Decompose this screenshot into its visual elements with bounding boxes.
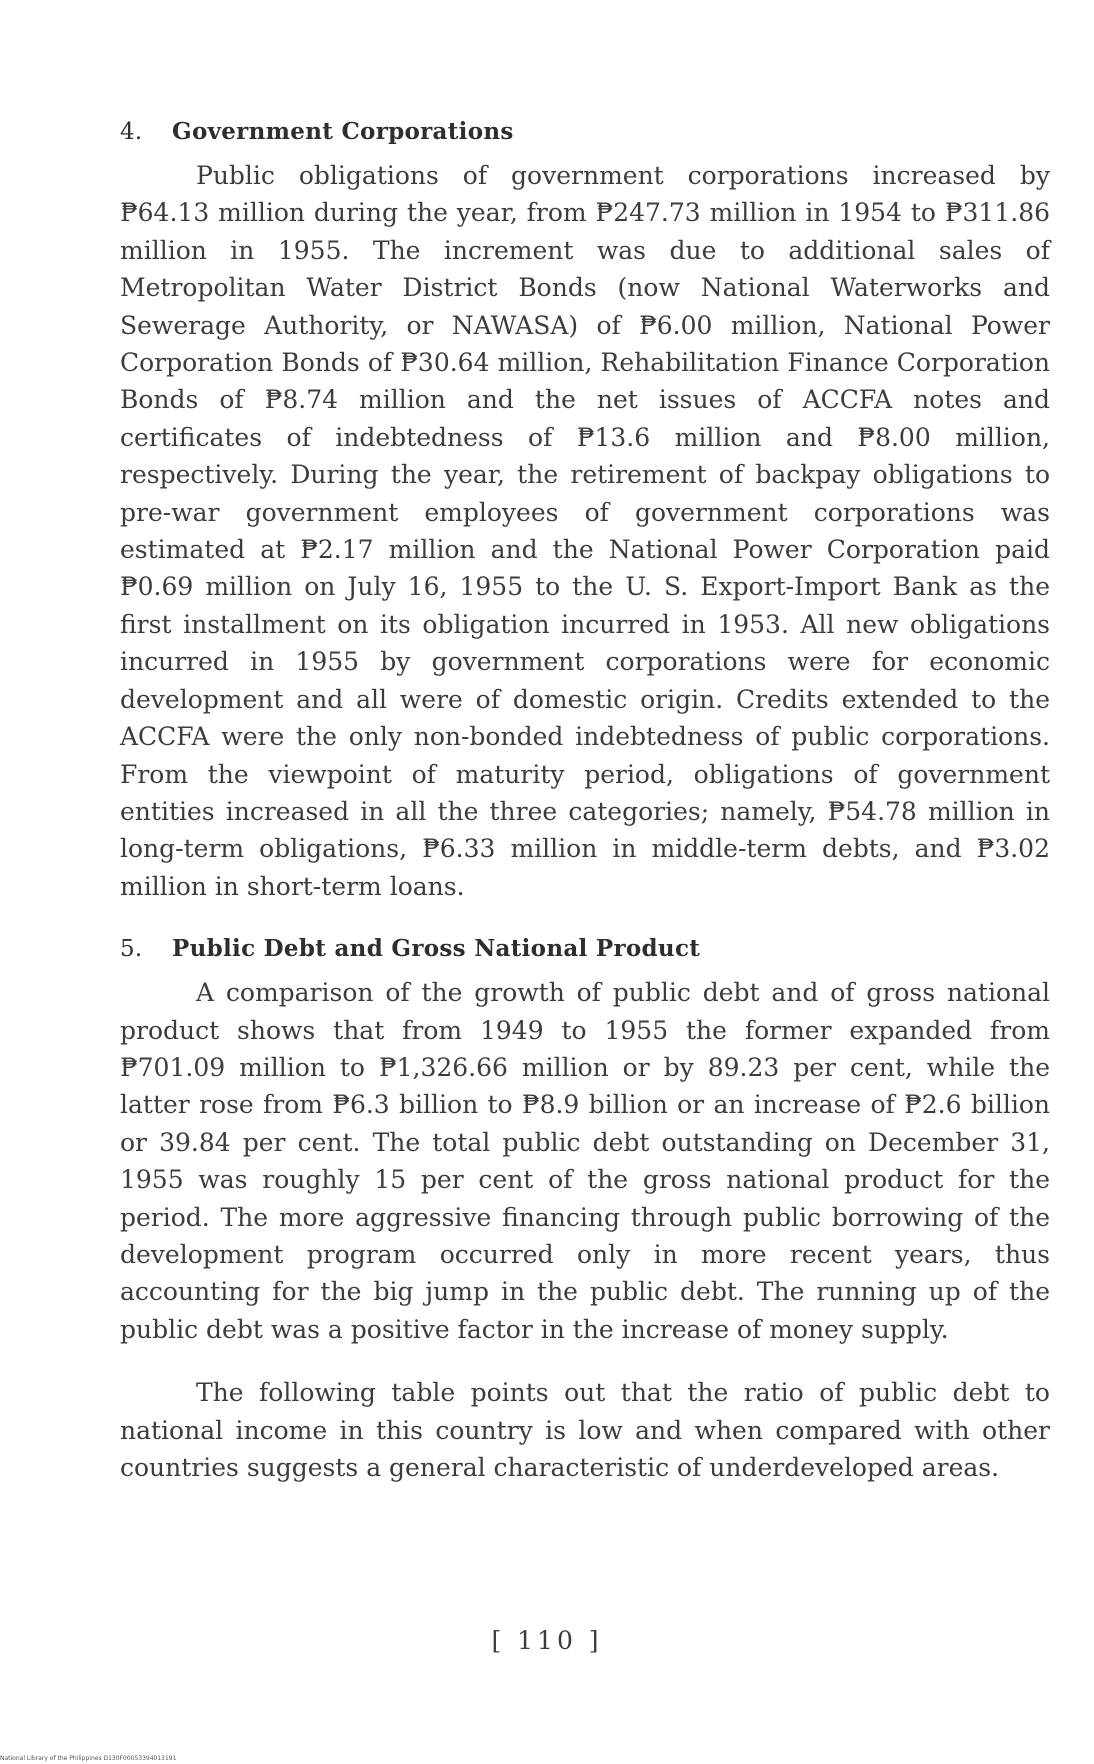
body-paragraph: Public obligations of government corporations increased by ₱64.13 million during the year, from ₱247.73 million in 1954 to ₱311.86 million in 1955. The increment was due to additional sales of Metropolitan Water District Bonds (now National Waterworks and Sewerage Authority, or NAWASA) of ₱6.00 million, National Power Corporation Bonds of ₱30.64 million, Rehabilitation Finance Corporation Bonds of ₱8.74 million and the net issues of ACCFA notes and certificates of indebtedness of ₱13.6 million and ₱8.00 million, respectively. During the year, the retirement of backpay obligations to pre-war government employees of government corporations was estimated at ₱2.17 million and the National Power Corporation paid ₱0.69 million on July 16, 1955 to the U. S. Export-Import Bank as the first installment on its obligation incurred in 1953. All new obligations incurred in 1955 by government corporations were for economic development and all were of domestic origin. Credits extended to the ACCFA were the only non-bonded indebtedness of public corporations. From the viewpoint of maturity period, obligations of government entities increased in all the three categories; namely, ₱54.78 million in long-term obligations, ₱6.33 million in middle-term debts, and ₱3.02 million in short-term loans. [120, 161, 1050, 901]
section-heading-public-debt [120, 935, 1050, 962]
page-number: [ 110 ] [491, 1626, 603, 1655]
section-title: Public Debt and Gross National Product [172, 935, 701, 963]
library-footer-tag: National Library of the Philippines D130F00053394013191 [0, 1755, 177, 1762]
body-paragraph: The following table points out that the ratio of public debt to national income in this country is low and when compared with other countries suggests a general characteristic of underdeveloped areas. [120, 1378, 1050, 1482]
section-heading-government-corporations [120, 118, 1050, 145]
body-paragraph: A comparison of the growth of public debt and of gross national product shows that from 1949 to 1955 the former expanded from ₱701.09 million to ₱1,326.66 million or by 89.23 per cent, while the latter rose from ₱6.3 billion to ₱8.9 billion or an increase of ₱2.6 billion or 39.84 per cent. The total public debt outstanding on December 31, 1955 was roughly 15 per cent of the gross national product for the period. The more aggressive financing through public borrowing of the development program occurred only in more recent years, thus accounting for the big jump in the public debt. The running up of the public debt was a positive factor in the increase of money supply. [120, 978, 1050, 1344]
page-content [120, 118, 1050, 1486]
section-title: Government Corporations [172, 118, 514, 145]
section-number: 4. [120, 119, 143, 145]
section-number: 5. [120, 936, 143, 963]
